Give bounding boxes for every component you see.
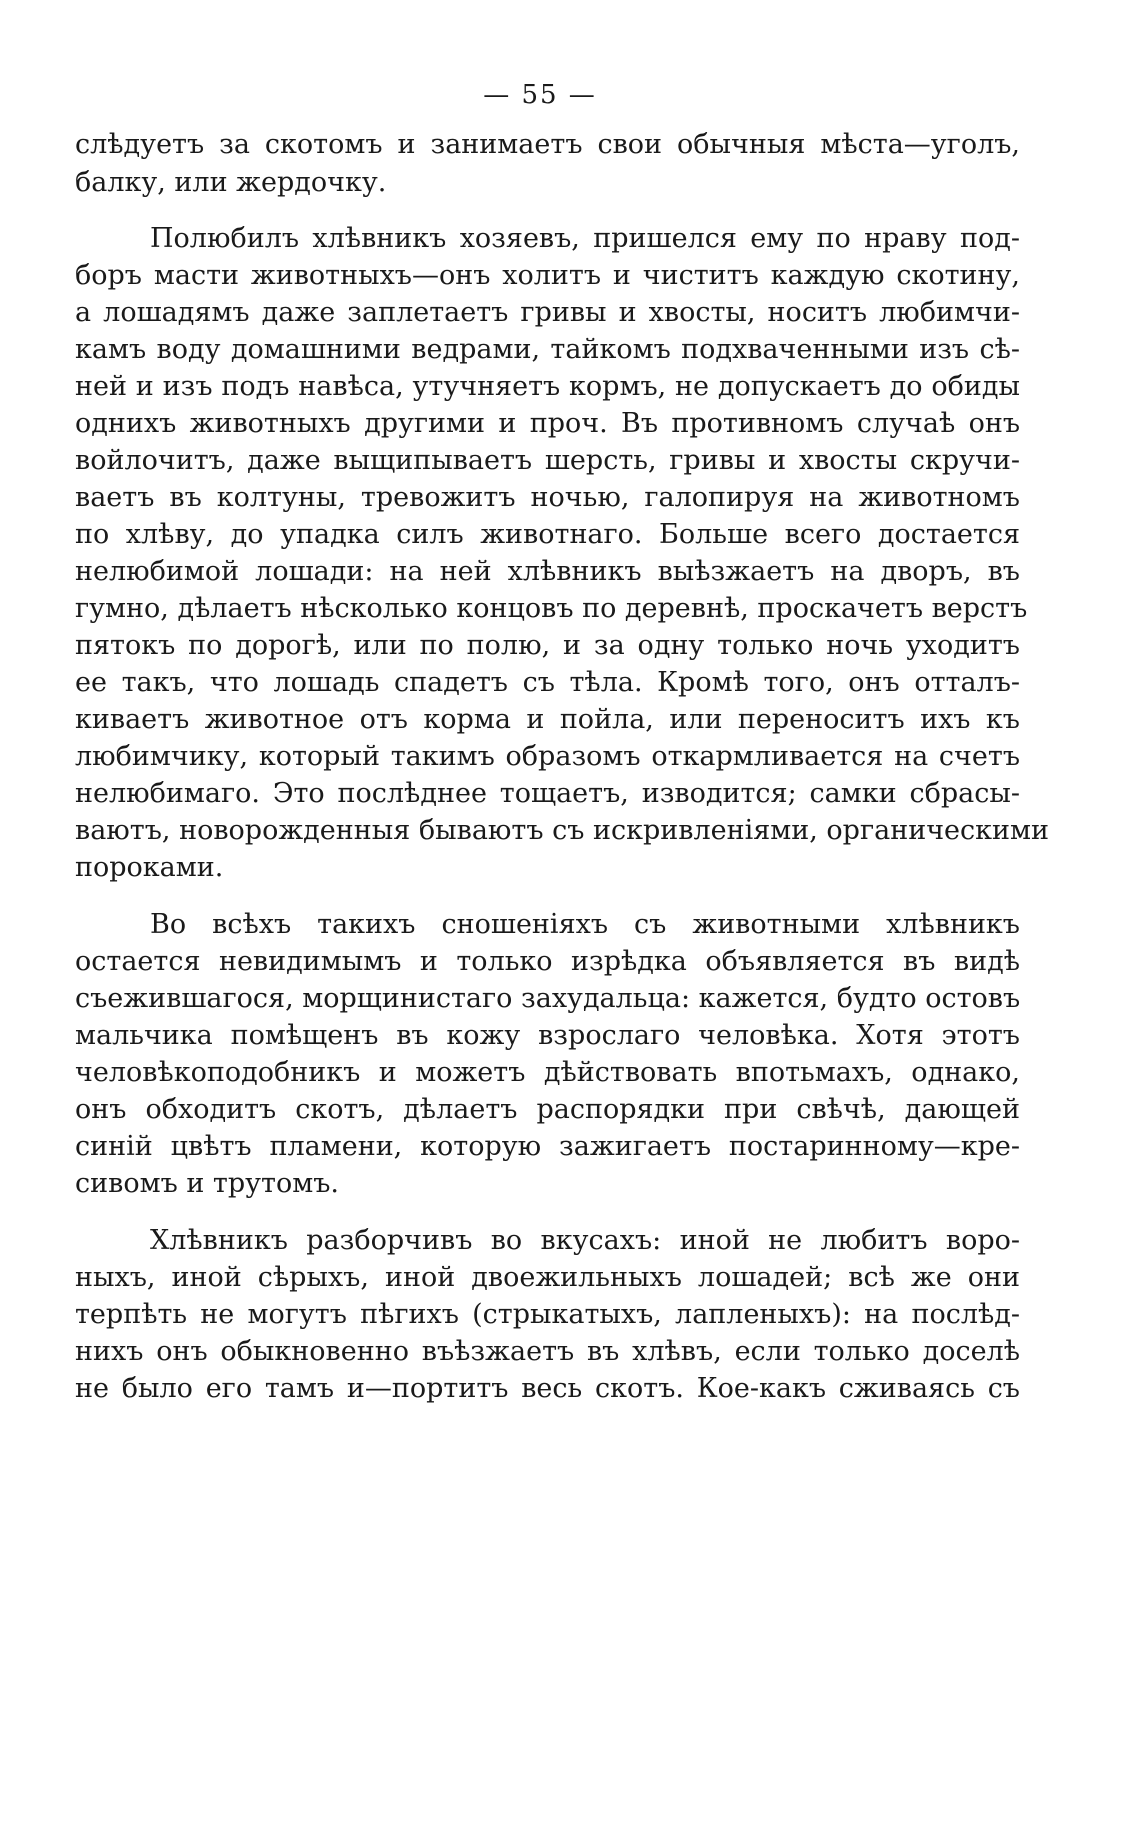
text-line: однихъ животныхъ другими и проч. Въ противномъ случаѣ онъ <box>75 408 1020 439</box>
text-line: нелюбимой лошади: на ней хлѣвникъ выѣзжаетъ на дворъ, въ <box>75 556 1020 587</box>
text-line: мальчика помѣщенъ въ кожу взрослаго человѣка. Хотя этотъ <box>75 1020 1020 1051</box>
text-line: боръ масти животныхъ—онъ холитъ и чиститъ каждую скотину, <box>75 260 1020 291</box>
text-line: съежившагося, морщинистаго захудальца: кажется, будто остовъ <box>75 983 1021 1014</box>
text-line: войлочитъ, даже выщипываетъ шерсть, гривы и хвосты скручи- <box>75 445 1020 476</box>
page-number: — 55 — <box>483 80 597 110</box>
text-line: балку, или жердочку. <box>75 167 387 198</box>
text-line: остается невидимымъ и только изрѣдка объявляется въ видѣ <box>75 946 1020 977</box>
text-line: нихъ онъ обыкновенно въѣзжаетъ въ хлѣвъ, если только доселѣ <box>75 1336 1020 1367</box>
text-line: человѣкоподобникъ и можетъ дѣйствовать впотьмахъ, однако, <box>75 1057 1020 1088</box>
text-line: а лошадямъ даже заплетаетъ гривы и хвосты, носитъ любимчи- <box>75 297 1020 328</box>
text-line: по хлѣву, до упадка силъ животнаго. Больше всего достается <box>75 519 1020 550</box>
text-line: Во всѣхъ такихъ сношеніяхъ съ животными хлѣвникъ <box>150 909 1020 940</box>
text-line: не было его тамъ и—портитъ весь скотъ. Кое-какъ сживаясь съ <box>75 1373 1020 1404</box>
text-line: ваютъ, новорожденныя бываютъ съ искривленіями, органическими <box>75 815 1050 846</box>
text-line: пятокъ по дорогѣ, или по полю, и за одну только ночь уходитъ <box>75 630 1020 661</box>
text-line: сивомъ и трутомъ. <box>75 1168 339 1199</box>
text-line: гумно, дѣлаетъ нѣсколько концовъ по деревнѣ, проскачетъ верстъ <box>75 593 1028 624</box>
text-line: синій цвѣтъ пламени, которую зажигаетъ постаринному—кре- <box>75 1131 1020 1162</box>
text-line: ней и изъ подъ навѣса, утучняетъ кормъ, не допускаетъ до обиды <box>75 371 1020 402</box>
text-line: слѣдуетъ за скотомъ и занимаетъ свои обычныя мѣста—уголъ, <box>75 129 1020 160</box>
text-line: онъ обходитъ скотъ, дѣлаетъ распорядки при свѣчѣ, дающей <box>75 1094 1020 1125</box>
text-line: ныхъ, иной сѣрыхъ, иной двоежильныхъ лошадей; всѣ же они <box>75 1262 1020 1293</box>
text-line: пороками. <box>75 852 224 883</box>
text-line: камъ воду домашними ведрами, тайкомъ подхваченными изъ сѣ- <box>75 334 1020 365</box>
text-line: ваетъ въ колтуны, тревожитъ ночью, галопируя на животномъ <box>75 482 1020 513</box>
text-line: киваетъ животное отъ корма и пойла, или переноситъ ихъ къ <box>75 704 1020 735</box>
text-line: терпѣть не могутъ пѣгихъ (стрыкатыхъ, лапленыхъ): на послѣд- <box>75 1299 1020 1330</box>
text-line: ее такъ, что лошадь спадетъ съ тѣла. Кромѣ того, онъ отталъ- <box>75 667 1020 698</box>
text-line: Хлѣвникъ разборчивъ во вкусахъ: иной не любитъ воро- <box>150 1225 1020 1256</box>
text-line: нелюбимаго. Это послѣднее тощаетъ, изводится; самки сбрасы- <box>75 778 1020 809</box>
text-line: любимчику, который такимъ образомъ откармливается на счетъ <box>75 741 1020 772</box>
text-line: Полюбилъ хлѣвникъ хозяевъ, пришелся ему по нраву под- <box>150 223 1020 254</box>
